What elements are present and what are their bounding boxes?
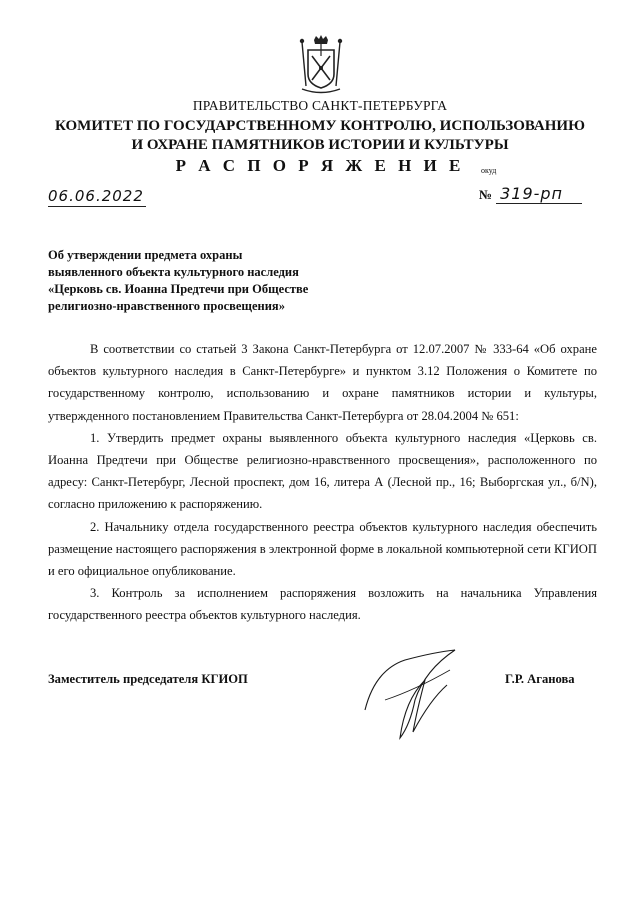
document-number: 319-рп <box>496 184 582 204</box>
signer-title: Заместитель председателя КГИОП <box>48 672 248 686</box>
subject-line-3: «Церковь св. Иоанна Предтечи при Обществе <box>48 282 309 296</box>
committee-title <box>30 117 610 155</box>
item-1-paragraph: 1. Утвердить предмет охраны выявленного объекта культурного наследия «Церковь св. Иоанна Предтечи при Обществе религиозно-нравственного просвещения», расположенного по адресу: Санкт-Петербург, Лесной проспект, дом 16, литера А (Лесной пр., 16; Выборгская ул., б/N), согласно приложению к распоряжению. <box>48 430 597 512</box>
document-number-field <box>479 184 582 204</box>
st-petersburg-coat-of-arms-icon <box>296 34 346 96</box>
subject-line-4: религиозно-нравственного просвещения» <box>48 299 285 313</box>
handwritten-signature <box>355 640 485 740</box>
document-subject <box>48 247 348 315</box>
item-2-paragraph: 2. Начальнику отдела государственного реестра объектов культурного наследия обеспечить размещение настоящего распоряжения в электронной форме в локальной компьютерной сети КГИОП и его официальное опубликование. <box>48 519 597 579</box>
preamble-paragraph: В соответствии со статьей 3 Закона Санкт-Петербурга от 12.07.2007 № 333-64 «Об охране объектов культурного наследия в Санкт-Петербурге» и пунктом 3.12 Положения о Комитете по государственному контролю, использованию и охране памятников истории и культуры, утвержденного постановлением Правительства Санкт-Петербурга от 28.04.2004 № 651: <box>48 342 597 423</box>
committee-title-line-2: И ОХРАНЕ ПАМЯТНИКОВ ИСТОРИИ И КУЛЬТУРЫ <box>131 137 509 153</box>
committee-title-line-1: КОМИТЕТ ПО ГОСУДАРСТВЕННОМУ КОНТРОЛЮ, ИСПОЛЬЗОВАНИЮ <box>55 118 585 134</box>
subject-line-2: выявленного объекта культурного наследия <box>48 265 299 279</box>
document-type-title: Р А С П О Р Я Ж Е Н И Е <box>175 156 465 175</box>
signer-name: Г.Р. Аганова <box>505 672 575 686</box>
item-3-paragraph: 3. Контроль за исполнением распоряжения возложить на начальника Управления государственного реестра объектов культурного наследия. <box>48 586 597 623</box>
number-sign: № <box>479 187 493 202</box>
subject-line-1: Об утверждении предмета охраны <box>48 248 243 262</box>
document-date: 06.06.2022 <box>48 187 146 207</box>
government-title: ПРАВИТЕЛЬСТВО САНКТ-ПЕТЕРБУРГА <box>192 98 448 113</box>
okud-label: окуд <box>481 166 497 175</box>
document-body <box>48 338 597 627</box>
